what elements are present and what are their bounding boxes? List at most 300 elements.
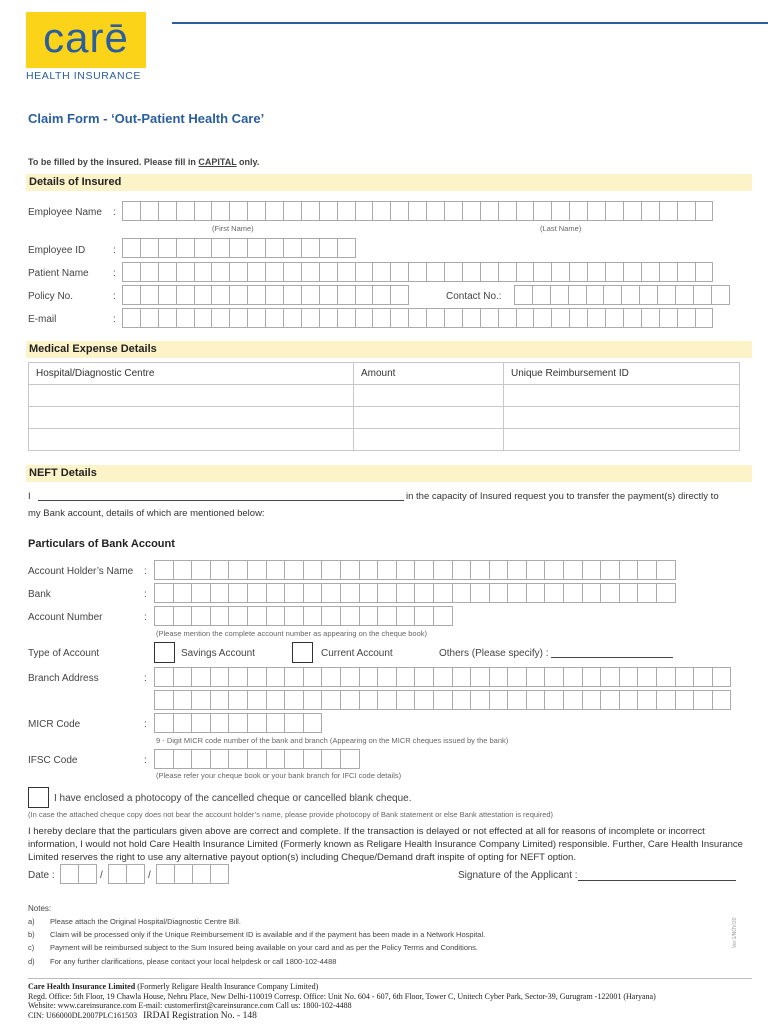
char-box[interactable] [228, 667, 248, 687]
char-box[interactable] [498, 262, 517, 282]
char-box[interactable] [498, 201, 517, 221]
char-box[interactable] [619, 690, 639, 710]
char-box[interactable] [621, 285, 640, 305]
char-box[interactable] [408, 308, 427, 328]
char-box[interactable] [526, 667, 546, 687]
char-box[interactable] [340, 583, 360, 603]
char-box[interactable] [303, 667, 323, 687]
char-box[interactable] [266, 690, 286, 710]
char-box[interactable] [303, 749, 323, 769]
char-box[interactable] [194, 201, 213, 221]
char-box[interactable] [176, 262, 195, 282]
char-box[interactable] [526, 690, 546, 710]
char-box[interactable] [210, 749, 230, 769]
contact-no-input[interactable] [514, 285, 729, 305]
table-cell[interactable] [354, 429, 504, 451]
char-box[interactable] [470, 583, 490, 603]
char-box[interactable] [158, 262, 177, 282]
char-box[interactable] [675, 690, 695, 710]
char-box[interactable] [173, 749, 193, 769]
char-box[interactable] [712, 690, 732, 710]
char-box[interactable] [498, 308, 517, 328]
char-box[interactable] [603, 285, 622, 305]
char-box[interactable] [210, 583, 230, 603]
date-day-input[interactable] [60, 864, 96, 884]
char-box[interactable] [569, 308, 588, 328]
char-box[interactable] [284, 667, 304, 687]
char-box[interactable] [657, 285, 676, 305]
char-box[interactable] [359, 560, 379, 580]
char-box[interactable] [284, 749, 304, 769]
char-box[interactable] [154, 749, 174, 769]
char-box[interactable] [433, 667, 453, 687]
char-box[interactable] [444, 262, 463, 282]
char-box[interactable] [587, 262, 606, 282]
char-box[interactable] [229, 285, 248, 305]
char-box[interactable] [414, 690, 434, 710]
char-box[interactable] [641, 308, 660, 328]
char-box[interactable] [656, 560, 676, 580]
char-box[interactable] [191, 713, 211, 733]
char-box[interactable] [355, 262, 374, 282]
char-box[interactable] [176, 238, 195, 258]
char-box[interactable] [551, 262, 570, 282]
char-box[interactable] [176, 308, 195, 328]
char-box[interactable] [550, 285, 569, 305]
char-box[interactable] [489, 560, 509, 580]
char-box[interactable] [154, 560, 174, 580]
char-box[interactable] [480, 262, 499, 282]
char-box[interactable] [377, 606, 397, 626]
char-box[interactable] [377, 560, 397, 580]
char-box[interactable] [340, 749, 360, 769]
char-box[interactable] [340, 560, 360, 580]
char-box[interactable] [533, 262, 552, 282]
char-box[interactable] [229, 262, 248, 282]
name-blank-line[interactable] [38, 500, 404, 501]
char-box[interactable] [470, 667, 490, 687]
char-box[interactable] [60, 864, 79, 884]
char-box[interactable] [173, 713, 193, 733]
signature-line[interactable] [578, 880, 736, 881]
char-box[interactable] [173, 583, 193, 603]
char-box[interactable] [303, 713, 323, 733]
char-box[interactable] [433, 690, 453, 710]
char-box[interactable] [359, 583, 379, 603]
char-box[interactable] [396, 583, 416, 603]
char-box[interactable] [321, 667, 341, 687]
char-box[interactable] [337, 238, 356, 258]
char-box[interactable] [247, 262, 266, 282]
char-box[interactable] [532, 285, 551, 305]
char-box[interactable] [372, 262, 391, 282]
char-box[interactable] [122, 201, 141, 221]
char-box[interactable] [283, 308, 302, 328]
char-box[interactable] [284, 690, 304, 710]
char-box[interactable] [605, 262, 624, 282]
char-box[interactable] [228, 690, 248, 710]
char-box[interactable] [568, 285, 587, 305]
char-box[interactable] [210, 606, 230, 626]
char-box[interactable] [266, 667, 286, 687]
char-box[interactable] [283, 262, 302, 282]
employee-id-input[interactable] [122, 238, 355, 258]
char-box[interactable] [228, 606, 248, 626]
char-box[interactable] [587, 201, 606, 221]
char-box[interactable] [659, 262, 678, 282]
char-box[interactable] [284, 713, 304, 733]
char-box[interactable] [319, 308, 338, 328]
char-box[interactable] [641, 201, 660, 221]
char-box[interactable] [569, 201, 588, 221]
char-box[interactable] [266, 749, 286, 769]
char-box[interactable] [283, 285, 302, 305]
char-box[interactable] [340, 667, 360, 687]
char-box[interactable] [637, 583, 657, 603]
char-box[interactable] [605, 308, 624, 328]
table-cell[interactable] [504, 385, 740, 407]
char-box[interactable] [247, 285, 266, 305]
char-box[interactable] [247, 667, 267, 687]
char-box[interactable] [191, 749, 211, 769]
char-box[interactable] [321, 690, 341, 710]
char-box[interactable] [359, 606, 379, 626]
date-year-input[interactable] [156, 864, 228, 884]
savings-checkbox[interactable] [154, 642, 175, 663]
char-box[interactable] [677, 262, 696, 282]
char-box[interactable] [211, 201, 230, 221]
char-box[interactable] [544, 667, 564, 687]
char-box[interactable] [266, 606, 286, 626]
char-box[interactable] [544, 560, 564, 580]
char-box[interactable] [569, 262, 588, 282]
char-box[interactable] [444, 308, 463, 328]
table-cell[interactable] [354, 385, 504, 407]
char-box[interactable] [140, 308, 159, 328]
char-box[interactable] [140, 285, 159, 305]
char-box[interactable] [265, 201, 284, 221]
char-box[interactable] [372, 308, 391, 328]
char-box[interactable] [600, 667, 620, 687]
char-box[interactable] [301, 285, 320, 305]
char-box[interactable] [675, 285, 694, 305]
char-box[interactable] [211, 238, 230, 258]
char-box[interactable] [396, 690, 416, 710]
char-box[interactable] [390, 285, 409, 305]
char-box[interactable] [544, 690, 564, 710]
char-box[interactable] [677, 201, 696, 221]
char-box[interactable] [516, 201, 535, 221]
char-box[interactable] [303, 690, 323, 710]
char-box[interactable] [433, 606, 453, 626]
char-box[interactable] [247, 201, 266, 221]
char-box[interactable] [122, 238, 141, 258]
char-box[interactable] [266, 583, 286, 603]
char-box[interactable] [126, 864, 145, 884]
char-box[interactable] [355, 285, 374, 305]
char-box[interactable] [637, 667, 657, 687]
char-box[interactable] [623, 262, 642, 282]
char-box[interactable] [122, 262, 141, 282]
char-box[interactable] [507, 690, 527, 710]
char-box[interactable] [711, 285, 730, 305]
char-box[interactable] [194, 238, 213, 258]
char-box[interactable] [582, 583, 602, 603]
char-box[interactable] [414, 560, 434, 580]
char-box[interactable] [355, 308, 374, 328]
char-box[interactable] [396, 560, 416, 580]
char-box[interactable] [284, 583, 304, 603]
char-box[interactable] [247, 583, 267, 603]
char-box[interactable] [154, 713, 174, 733]
char-box[interactable] [355, 201, 374, 221]
char-box[interactable] [191, 583, 211, 603]
char-box[interactable] [301, 238, 320, 258]
char-box[interactable] [695, 308, 714, 328]
char-box[interactable] [452, 667, 472, 687]
patient-name-input[interactable] [122, 262, 712, 282]
table-cell[interactable] [354, 407, 504, 429]
char-box[interactable] [158, 201, 177, 221]
char-box[interactable] [637, 560, 657, 580]
employee-name-input[interactable] [122, 201, 712, 221]
char-box[interactable] [158, 285, 177, 305]
char-box[interactable] [712, 667, 732, 687]
char-box[interactable] [301, 308, 320, 328]
char-box[interactable] [656, 667, 676, 687]
char-box[interactable] [154, 583, 174, 603]
branch-input-line-1[interactable] [154, 667, 730, 687]
char-box[interactable] [191, 606, 211, 626]
char-box[interactable] [319, 262, 338, 282]
char-box[interactable] [544, 583, 564, 603]
char-box[interactable] [489, 583, 509, 603]
table-cell[interactable] [29, 429, 354, 451]
char-box[interactable] [433, 583, 453, 603]
char-box[interactable] [247, 238, 266, 258]
char-box[interactable] [154, 690, 174, 710]
char-box[interactable] [563, 583, 583, 603]
char-box[interactable] [303, 606, 323, 626]
char-box[interactable] [303, 583, 323, 603]
char-box[interactable] [426, 201, 445, 221]
char-box[interactable] [194, 285, 213, 305]
char-box[interactable] [563, 690, 583, 710]
char-box[interactable] [693, 690, 713, 710]
char-box[interactable] [173, 667, 193, 687]
char-box[interactable] [191, 667, 211, 687]
char-box[interactable] [303, 560, 323, 580]
char-box[interactable] [108, 864, 127, 884]
char-box[interactable] [623, 308, 642, 328]
char-box[interactable] [337, 285, 356, 305]
char-box[interactable] [414, 667, 434, 687]
char-box[interactable] [587, 308, 606, 328]
micr-input[interactable] [154, 713, 321, 733]
char-box[interactable] [426, 262, 445, 282]
char-box[interactable] [480, 308, 499, 328]
char-box[interactable] [247, 690, 267, 710]
char-box[interactable] [480, 201, 499, 221]
char-box[interactable] [693, 285, 712, 305]
char-box[interactable] [191, 690, 211, 710]
table-cell[interactable] [504, 407, 740, 429]
char-box[interactable] [340, 690, 360, 710]
char-box[interactable] [284, 606, 304, 626]
char-box[interactable] [321, 583, 341, 603]
char-box[interactable] [470, 560, 490, 580]
char-box[interactable] [321, 749, 341, 769]
bank-input[interactable] [154, 583, 675, 603]
char-box[interactable] [507, 560, 527, 580]
char-box[interactable] [173, 560, 193, 580]
char-box[interactable] [140, 201, 159, 221]
char-box[interactable] [444, 201, 463, 221]
char-box[interactable] [247, 308, 266, 328]
char-box[interactable] [452, 583, 472, 603]
char-box[interactable] [321, 560, 341, 580]
char-box[interactable] [639, 285, 658, 305]
ifsc-input[interactable] [154, 749, 359, 769]
char-box[interactable] [462, 262, 481, 282]
char-box[interactable] [677, 308, 696, 328]
char-box[interactable] [228, 560, 248, 580]
char-box[interactable] [426, 308, 445, 328]
char-box[interactable] [359, 690, 379, 710]
char-box[interactable] [265, 262, 284, 282]
cheque-checkbox[interactable] [28, 787, 49, 808]
char-box[interactable] [396, 606, 416, 626]
char-box[interactable] [408, 262, 427, 282]
char-box[interactable] [210, 560, 230, 580]
char-box[interactable] [337, 308, 356, 328]
char-box[interactable] [359, 667, 379, 687]
char-box[interactable] [191, 560, 211, 580]
char-box[interactable] [507, 583, 527, 603]
char-box[interactable] [247, 560, 267, 580]
char-box[interactable] [372, 285, 391, 305]
char-box[interactable] [321, 606, 341, 626]
char-box[interactable] [408, 201, 427, 221]
char-box[interactable] [582, 667, 602, 687]
char-box[interactable] [516, 308, 535, 328]
char-box[interactable] [619, 667, 639, 687]
char-box[interactable] [623, 201, 642, 221]
char-box[interactable] [247, 606, 267, 626]
policy-no-input[interactable] [122, 285, 408, 305]
char-box[interactable] [533, 201, 552, 221]
char-box[interactable] [390, 201, 409, 221]
char-box[interactable] [210, 690, 230, 710]
char-box[interactable] [337, 262, 356, 282]
char-box[interactable] [675, 667, 695, 687]
char-box[interactable] [194, 308, 213, 328]
table-cell[interactable] [504, 429, 740, 451]
char-box[interactable] [605, 201, 624, 221]
char-box[interactable] [656, 583, 676, 603]
char-box[interactable] [283, 238, 302, 258]
char-box[interactable] [533, 308, 552, 328]
char-box[interactable] [266, 560, 286, 580]
char-box[interactable] [452, 560, 472, 580]
char-box[interactable] [659, 201, 678, 221]
current-checkbox[interactable] [292, 642, 313, 663]
char-box[interactable] [211, 262, 230, 282]
char-box[interactable] [176, 285, 195, 305]
char-box[interactable] [563, 667, 583, 687]
char-box[interactable] [514, 285, 533, 305]
char-box[interactable] [526, 560, 546, 580]
char-box[interactable] [319, 201, 338, 221]
char-box[interactable] [582, 560, 602, 580]
char-box[interactable] [551, 308, 570, 328]
char-box[interactable] [637, 690, 657, 710]
char-box[interactable] [173, 690, 193, 710]
table-cell[interactable] [29, 407, 354, 429]
holder-input[interactable] [154, 560, 675, 580]
char-box[interactable] [619, 560, 639, 580]
char-box[interactable] [173, 606, 193, 626]
char-box[interactable] [600, 583, 620, 603]
char-box[interactable] [154, 606, 174, 626]
char-box[interactable] [140, 262, 159, 282]
char-box[interactable] [210, 864, 229, 884]
char-box[interactable] [600, 690, 620, 710]
date-month-input[interactable] [108, 864, 144, 884]
char-box[interactable] [433, 560, 453, 580]
char-box[interactable] [319, 285, 338, 305]
char-box[interactable] [462, 201, 481, 221]
char-box[interactable] [693, 667, 713, 687]
char-box[interactable] [600, 560, 620, 580]
char-box[interactable] [265, 238, 284, 258]
char-box[interactable] [158, 308, 177, 328]
char-box[interactable] [377, 583, 397, 603]
char-box[interactable] [192, 864, 211, 884]
char-box[interactable] [582, 690, 602, 710]
char-box[interactable] [390, 308, 409, 328]
char-box[interactable] [229, 201, 248, 221]
branch-input-line-2[interactable] [154, 690, 730, 710]
char-box[interactable] [284, 560, 304, 580]
char-box[interactable] [174, 864, 193, 884]
char-box[interactable] [210, 713, 230, 733]
char-box[interactable] [154, 667, 174, 687]
char-box[interactable] [122, 285, 141, 305]
char-box[interactable] [283, 201, 302, 221]
char-box[interactable] [211, 285, 230, 305]
char-box[interactable] [140, 238, 159, 258]
char-box[interactable] [340, 606, 360, 626]
char-box[interactable] [462, 308, 481, 328]
table-cell[interactable] [29, 385, 354, 407]
char-box[interactable] [211, 308, 230, 328]
char-box[interactable] [659, 308, 678, 328]
char-box[interactable] [656, 690, 676, 710]
char-box[interactable] [229, 238, 248, 258]
char-box[interactable] [78, 864, 97, 884]
char-box[interactable] [229, 308, 248, 328]
char-box[interactable] [563, 560, 583, 580]
char-box[interactable] [228, 749, 248, 769]
account-number-input[interactable] [154, 606, 452, 626]
char-box[interactable] [210, 667, 230, 687]
char-box[interactable] [158, 238, 177, 258]
char-box[interactable] [377, 690, 397, 710]
char-box[interactable] [301, 201, 320, 221]
others-input-line[interactable] [551, 657, 673, 658]
char-box[interactable] [507, 667, 527, 687]
